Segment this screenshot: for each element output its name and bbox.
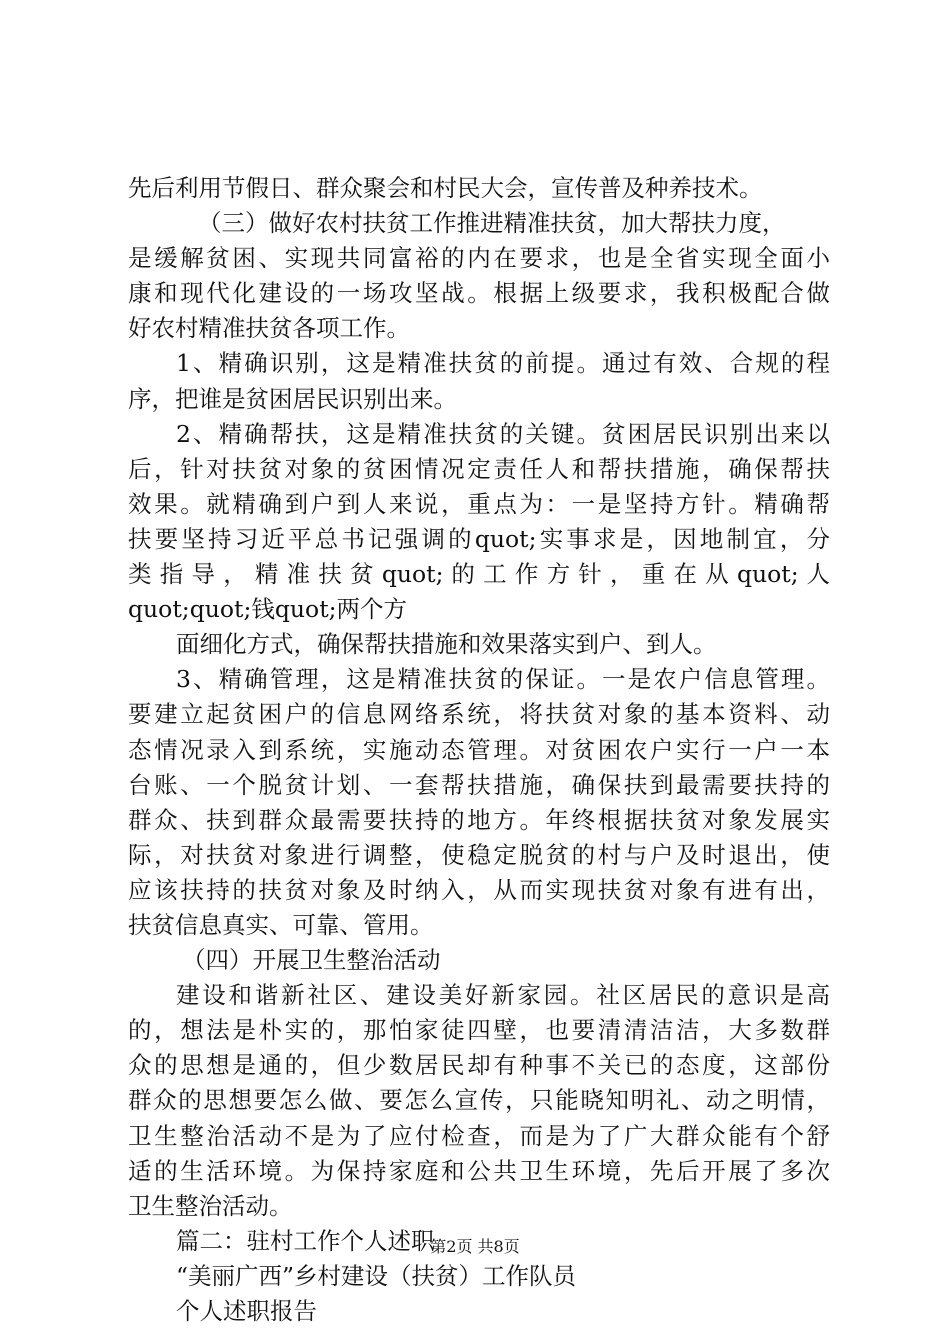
text-line: 好农村精准扶贫各项工作。 [128, 314, 410, 343]
text-line: 群众、扶到群众最需要扶持的地方。年终根据扶贫对象发展实 [128, 805, 830, 834]
text-line: “美丽广西”乡村建设（扶贫）工作队员 [176, 1261, 577, 1290]
text-line: 篇二：驻村工作个人述职 [176, 1226, 435, 1255]
text-line: 台账、一个脱贫计划、一套帮扶措施，确保扶到最需要扶持的 [128, 770, 830, 799]
text-line: 2、精确帮扶，这是精准扶贫的关键。贫困居民识别出来以 [176, 419, 830, 448]
text-line: 序，把谁是贫困居民识别出来。 [128, 384, 457, 413]
page-footer: 第2页 共8页 [430, 1237, 520, 1256]
text-line: 建设和谐新社区、建设美好新家园。社区居民的意识是高 [176, 981, 830, 1010]
text-line: 个人述职报告 [176, 1297, 317, 1325]
text-line: 卫生整治活动不是为了应付检查，而是为了广大群众能有个舒 [128, 1121, 830, 1150]
document-body [128, 171, 830, 1329]
text-line: （四）开展卫生整治活动 [182, 946, 441, 975]
text-line: 3、精确管理，这是精准扶贫的保证。一是农户信息管理。 [176, 665, 830, 694]
text-line: 群众的思想要怎么做、要怎么宣传，只能晓知明礼、动之明情， [128, 1086, 830, 1115]
text-line: 众的思想是通的，但少数居民却有种事不关已的态度，这部份 [128, 1051, 830, 1080]
text-line: 后，针对扶贫对象的贫困情况定责任人和帮扶措施，确保帮扶 [128, 454, 830, 483]
text-line: 类 指 导 ， 精 准 扶 贫 quot; 的 工 作 方 针 ， 重 在 从 quot; 人 [128, 560, 830, 589]
text-line: 康和现代化建设的一场攻坚战。根据上级要求，我积极配合做 [128, 279, 830, 308]
text-line: 效果。就精确到户到人来说，重点为：一是坚持方针。精确帮 [128, 489, 830, 518]
text-line: 际，对扶贫对象进行调整，使稳定脱贫的村与户及时退出，使 [128, 840, 830, 869]
text-line: 适的生活环境。为保持家庭和公共卫生环境，先后开展了多次 [128, 1156, 830, 1185]
text-line: 要建立起贫困户的信息网络系统，将扶贫对象的基本资料、动 [128, 700, 830, 729]
text-line: 态情况录入到系统，实施动态管理。对贫困农户实行一户一本 [128, 735, 830, 764]
text-line: 卫生整治活动。 [128, 1191, 293, 1220]
text-line: 先后利用节假日、群众聚会和村民大会，宣传普及种养技术。 [128, 174, 763, 202]
text-line: 扶要坚持习近平总书记强调的quot;实事求是，因地制宜，分 [128, 524, 830, 553]
text-line: 应该扶持的扶贫对象及时纳入，从而实现扶贫对象有进有出， [128, 875, 830, 904]
text-line: 是缓解贫困、实现共同富裕的内在要求，也是全省实现全面小 [128, 244, 830, 273]
text-line: 的，想法是朴实的，那怕家徒四壁，也要清清洁洁，大多数群 [128, 1016, 830, 1045]
text-line: quot;quot;钱quot;两个方 [128, 595, 408, 624]
text-line: 扶贫信息真实、可靠、管用。 [128, 910, 434, 939]
text-line: （三）做好农村扶贫工作推进精准扶贫，加大帮扶力度， [198, 209, 786, 238]
text-line: 面细化方式，确保帮扶措施和效果落实到户、到人。 [176, 630, 717, 659]
text-line: 1、精确识别，这是精准扶贫的前提。通过有效、合规的程 [176, 349, 830, 378]
